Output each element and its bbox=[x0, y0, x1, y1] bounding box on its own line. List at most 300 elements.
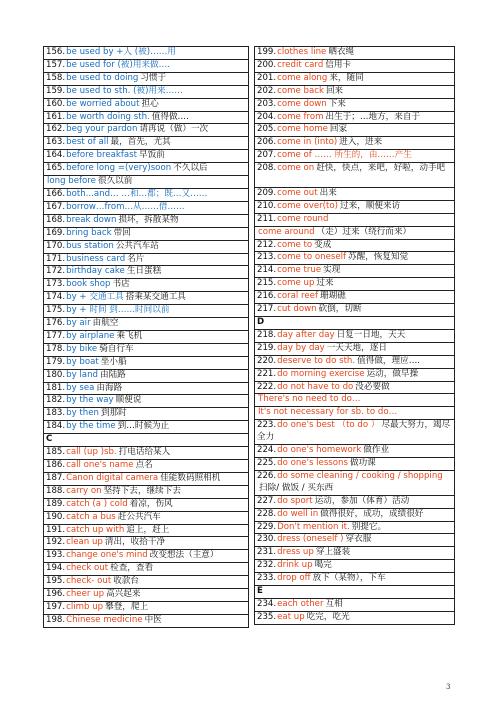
english-phrase: by the way bbox=[66, 395, 114, 406]
chinese-meaning: 佳能数码照相机 bbox=[160, 472, 221, 483]
chinese-meaning: （走）过来（绕行而来） bbox=[316, 226, 412, 237]
english-phrase: do sport bbox=[277, 495, 313, 506]
chinese-meaning: 打电话给某人 bbox=[118, 447, 171, 458]
entry-number: 156. bbox=[46, 47, 66, 57]
entry-number: 165. bbox=[46, 163, 66, 174]
chinese-meaning: 喝完 bbox=[314, 560, 332, 571]
english-phrase: Don't mention it. bbox=[277, 521, 350, 532]
vocab-row bbox=[44, 421, 249, 434]
chinese-meaning: 实现 bbox=[323, 265, 341, 276]
vocab-cell bbox=[255, 342, 455, 355]
chinese-meaning: 早饭前 bbox=[139, 150, 165, 161]
vocab-cell bbox=[44, 240, 249, 253]
vocab-row bbox=[44, 318, 249, 331]
chinese-meaning: 公共汽车站 bbox=[115, 240, 159, 251]
english-phrase: be used for (被)用来做…. bbox=[66, 59, 170, 70]
vocab-row bbox=[255, 98, 455, 111]
vocab-cell bbox=[44, 98, 249, 111]
vocab-row bbox=[44, 85, 249, 98]
vocab-row bbox=[44, 124, 249, 137]
entry-number: 206. bbox=[257, 137, 277, 148]
chinese-meaning: 请再说（做）一次 bbox=[139, 124, 209, 135]
vocab-row bbox=[44, 59, 249, 72]
vocab-row bbox=[44, 47, 249, 60]
english-phrase: carry on bbox=[66, 485, 102, 496]
english-phrase: be used by +人 (被)……用 bbox=[66, 47, 176, 57]
vocab-cell bbox=[44, 472, 249, 485]
entry-number: 174. bbox=[46, 292, 66, 303]
vocab-row bbox=[255, 420, 455, 445]
entry-number: 233. bbox=[257, 573, 277, 584]
chinese-meaning: 运动，参加（体育）活动 bbox=[314, 495, 410, 506]
entry-number: 209. bbox=[257, 187, 277, 198]
chinese-meaning: 赶快，快点，来吧，好啦，动手吧 bbox=[316, 163, 446, 174]
english-phrase: come along bbox=[277, 72, 328, 83]
english-phrase: best of all bbox=[66, 137, 109, 148]
vocab-cell bbox=[44, 589, 249, 602]
vocab-cell bbox=[255, 573, 455, 586]
chinese-meaning: 值得做…. bbox=[151, 111, 189, 122]
vocab-cell bbox=[255, 239, 455, 252]
chinese-meaning: 攀登，爬上 bbox=[105, 601, 149, 612]
chinese-meaning: 出来 bbox=[319, 187, 337, 198]
entry-number: 176. bbox=[46, 318, 66, 329]
vocab-row bbox=[255, 137, 455, 150]
entry-number: 212. bbox=[257, 239, 277, 250]
english-phrase: change one's mind bbox=[66, 550, 148, 561]
vocab-cell bbox=[44, 356, 249, 369]
chinese-meaning: 砍倒，切断 bbox=[318, 304, 362, 315]
chinese-meaning: 生日蛋糕 bbox=[126, 266, 162, 277]
vocab-table-left bbox=[43, 46, 249, 628]
chinese-meaning: 来，随同 bbox=[329, 72, 364, 83]
english-phrase: eat up bbox=[277, 611, 305, 622]
vocab-cell bbox=[255, 547, 455, 560]
chinese-meaning: 担心 bbox=[141, 98, 159, 109]
vocab-cell bbox=[255, 381, 455, 394]
vocab-cell bbox=[255, 137, 455, 150]
english-phrase: cut down bbox=[277, 304, 317, 315]
chinese-meaning: 互相 bbox=[325, 598, 343, 609]
vocab-row bbox=[255, 213, 455, 226]
english-phrase: cheer up bbox=[66, 589, 105, 600]
vocab-row bbox=[255, 573, 455, 586]
vocab-row bbox=[255, 265, 455, 278]
english-phrase: each other bbox=[277, 598, 324, 609]
chinese-meaning: 珊瑚礁 bbox=[320, 291, 346, 302]
english-phrase: beg your pardon bbox=[66, 124, 138, 135]
entry-number: 177. bbox=[46, 330, 66, 341]
entry-number: 189. bbox=[46, 498, 66, 509]
english-phrase: be worried about bbox=[66, 98, 140, 109]
vocab-cell bbox=[44, 111, 249, 124]
entry-number: 166. bbox=[46, 188, 66, 199]
vocab-cell bbox=[44, 395, 249, 408]
english-phrase: do some cleaning / cooking / shopping bbox=[277, 470, 443, 481]
vocab-cell bbox=[44, 382, 249, 395]
vocab-row bbox=[255, 226, 455, 239]
chinese-meaning: 回家 bbox=[329, 124, 348, 135]
english-phrase: come round bbox=[277, 213, 329, 224]
vocab-cell bbox=[255, 534, 455, 547]
chinese-meaning: 很久以前 bbox=[97, 176, 133, 187]
vocab-row bbox=[255, 445, 455, 458]
vocab-row bbox=[44, 395, 249, 408]
entry-number: 234. bbox=[257, 598, 277, 609]
vocab-cell bbox=[255, 278, 455, 291]
vocab-cell bbox=[255, 495, 455, 508]
chinese-meaning: 收款台 bbox=[113, 576, 140, 587]
vocab-row bbox=[44, 356, 249, 369]
entry-number: 207. bbox=[257, 150, 277, 161]
entry-number: 219. bbox=[257, 342, 277, 353]
vocab-row bbox=[44, 537, 249, 550]
vocab-row bbox=[44, 485, 249, 498]
vocab-row bbox=[44, 614, 249, 627]
chinese-meaning: 带回 bbox=[113, 227, 131, 238]
english-phrase: by airplane bbox=[66, 330, 115, 341]
chinese-meaning: 到…时候为止 bbox=[117, 421, 170, 432]
vocab-cell bbox=[44, 550, 249, 563]
english-phrase: by + 交通工具 bbox=[66, 292, 124, 303]
vocab-row bbox=[44, 498, 249, 511]
vocab-row bbox=[255, 394, 455, 407]
vocab-row bbox=[255, 368, 455, 381]
vocab-row bbox=[255, 239, 455, 252]
entry-number: 185. bbox=[46, 447, 66, 458]
vocab-cell bbox=[255, 163, 455, 188]
entry-number: 213. bbox=[257, 252, 277, 263]
vocab-cell bbox=[255, 85, 455, 98]
english-phrase: come true bbox=[277, 265, 322, 276]
vocab-cell bbox=[44, 434, 249, 447]
vocab-cell bbox=[44, 511, 249, 524]
entry-number: 200. bbox=[257, 59, 277, 70]
vocab-row bbox=[44, 176, 249, 189]
vocab-cell bbox=[44, 201, 249, 214]
vocab-row bbox=[44, 460, 249, 473]
vocab-cell bbox=[255, 445, 455, 458]
vocab-cell bbox=[255, 420, 455, 445]
chinese-meaning: 出生于；…地方，来自于 bbox=[325, 111, 421, 122]
vocab-row bbox=[255, 278, 455, 291]
english-phrase: It's not necessary for sb. to do… bbox=[258, 407, 398, 418]
vocab-row bbox=[255, 381, 455, 394]
chinese-meaning: 做功课 bbox=[349, 457, 376, 468]
chinese-meaning: 习惯于 bbox=[140, 72, 167, 83]
english-phrase: come back bbox=[277, 85, 324, 96]
chinese-meaning: 一天天地，逐日 bbox=[326, 342, 387, 353]
vocab-cell bbox=[44, 292, 249, 305]
vocab-cell bbox=[255, 187, 455, 200]
vocab-cell bbox=[44, 485, 249, 498]
vocab-cell bbox=[255, 291, 455, 304]
vocab-row bbox=[44, 72, 249, 85]
section-letter: C bbox=[46, 434, 53, 445]
entry-number: 227. bbox=[257, 495, 277, 506]
vocab-row bbox=[44, 589, 249, 602]
english-phrase: before breakfast bbox=[66, 150, 137, 161]
vocab-row bbox=[44, 472, 249, 485]
vocab-cell bbox=[44, 343, 249, 356]
english-phrase: be used to doing bbox=[66, 72, 139, 83]
vocab-cell bbox=[255, 226, 455, 239]
vocab-row bbox=[44, 343, 249, 356]
english-phrase: dress (oneself ) bbox=[277, 534, 344, 545]
vocab-cell bbox=[255, 98, 455, 111]
english-phrase: by bike bbox=[66, 343, 98, 354]
vocab-cell bbox=[255, 111, 455, 124]
entry-number: 232. bbox=[257, 560, 277, 571]
vocab-cell bbox=[44, 85, 249, 98]
chinese-meaning: 尽最大努力，竭尽全力 bbox=[257, 420, 451, 443]
vocab-cell bbox=[255, 304, 455, 317]
english-phrase: come to bbox=[277, 239, 313, 250]
vocab-cell bbox=[255, 521, 455, 534]
english-phrase: day by day bbox=[277, 342, 325, 353]
vocab-row bbox=[255, 200, 455, 213]
vocab-row bbox=[44, 227, 249, 240]
vocab-cell bbox=[44, 460, 249, 473]
vocab-row bbox=[44, 240, 249, 253]
english-phrase: by sea bbox=[66, 382, 95, 393]
chinese-meaning: 过来，顺便来访 bbox=[340, 200, 401, 211]
chinese-meaning: 变成 bbox=[314, 239, 332, 250]
entry-number: 158. bbox=[46, 72, 66, 83]
vocab-cell bbox=[44, 447, 249, 460]
entry-number: 175. bbox=[46, 305, 66, 316]
vocab-row bbox=[44, 201, 249, 214]
english-phrase: call (up )sb. bbox=[66, 447, 117, 458]
vocab-cell bbox=[255, 47, 455, 60]
entry-number: 188. bbox=[46, 485, 66, 496]
vocab-row bbox=[44, 98, 249, 111]
vocab-row bbox=[44, 601, 249, 614]
chinese-meaning: 中医 bbox=[144, 614, 162, 625]
english-phrase: business card bbox=[66, 253, 126, 264]
entry-number: 170. bbox=[46, 240, 66, 251]
vocab-row bbox=[255, 495, 455, 508]
english-phrase: borrow…from…从……借…… bbox=[66, 201, 185, 212]
chinese-meaning: 吃完，吃光 bbox=[306, 611, 350, 622]
vocab-row bbox=[255, 598, 455, 611]
vocab-row bbox=[255, 508, 455, 521]
chinese-meaning: 放下（某物），下车 bbox=[312, 573, 386, 584]
entry-number: 179. bbox=[46, 356, 66, 367]
chinese-meaning: 穿衣服 bbox=[345, 534, 372, 545]
vocab-row bbox=[255, 72, 455, 85]
vocab-row bbox=[44, 550, 249, 563]
vocab-cell bbox=[255, 457, 455, 470]
english-phrase: climb up bbox=[66, 601, 104, 612]
entry-number: 205. bbox=[257, 124, 277, 135]
vocab-row bbox=[44, 382, 249, 395]
vocab-row bbox=[44, 111, 249, 124]
english-phrase: clothes line bbox=[277, 47, 327, 57]
vocab-cell bbox=[255, 124, 455, 137]
entry-number: 173. bbox=[46, 279, 66, 290]
vocab-row bbox=[255, 329, 455, 342]
vocab-row bbox=[44, 214, 249, 227]
entry-number: 215. bbox=[257, 278, 277, 289]
english-phrase: come over(to) bbox=[277, 200, 339, 211]
vocab-row bbox=[255, 470, 455, 495]
vocab-cell bbox=[44, 601, 249, 614]
vocab-row bbox=[255, 407, 455, 420]
entry-number: 195. bbox=[46, 576, 66, 587]
entry-number: 225. bbox=[257, 457, 277, 468]
english-phrase: by boat bbox=[66, 356, 99, 367]
english-phrase: by land bbox=[66, 369, 98, 380]
entry-number: 180. bbox=[46, 369, 66, 380]
english-phrase: come of …… 所生的，由……产生 bbox=[277, 150, 412, 161]
english-phrase: by the time bbox=[66, 421, 116, 432]
english-phrase: by then bbox=[66, 408, 99, 419]
entry-number: 164. bbox=[46, 150, 66, 161]
entry-number: 201. bbox=[257, 72, 277, 83]
vocab-row bbox=[44, 369, 249, 382]
vocab-cell bbox=[255, 213, 455, 226]
vocab-row bbox=[44, 279, 249, 292]
entry-number: 187. bbox=[46, 472, 66, 483]
vocab-cell bbox=[255, 200, 455, 213]
chinese-meaning: 晒衣绳 bbox=[328, 47, 355, 57]
chinese-meaning: 赶公共汽车 bbox=[117, 511, 161, 522]
vocab-row bbox=[255, 355, 455, 368]
english-phrase: be worth doing sth. bbox=[66, 111, 150, 122]
vocab-row bbox=[44, 137, 249, 150]
english-phrase: coral reef bbox=[277, 291, 318, 302]
vocab-row bbox=[255, 150, 455, 163]
entry-number: 211. bbox=[257, 213, 277, 224]
chinese-meaning: 点名 bbox=[135, 460, 153, 470]
chinese-meaning: 做作业 bbox=[363, 445, 390, 456]
entry-number: 183. bbox=[46, 408, 66, 419]
chinese-meaning: 过来 bbox=[316, 278, 334, 289]
english-phrase: call one's name bbox=[66, 460, 134, 470]
vocab-row bbox=[255, 85, 455, 98]
english-phrase: drop off bbox=[277, 573, 311, 584]
vocab-cell bbox=[255, 611, 455, 624]
english-phrase: book shop bbox=[66, 279, 111, 290]
entry-number: 161. bbox=[46, 111, 66, 122]
vocab-cell bbox=[44, 150, 249, 163]
vocab-cell bbox=[255, 329, 455, 342]
vocab-row bbox=[255, 124, 455, 137]
english-phrase: bring back bbox=[66, 227, 112, 238]
chinese-meaning: 乘飞机 bbox=[116, 330, 143, 341]
vocab-cell bbox=[255, 59, 455, 72]
vocab-row bbox=[255, 47, 455, 60]
entry-number: 163. bbox=[46, 137, 66, 148]
vocab-row bbox=[255, 611, 455, 624]
english-phrase: birthday cake bbox=[66, 266, 125, 277]
chinese-meaning: 日复一日地，天天 bbox=[336, 329, 406, 340]
english-phrase: long before bbox=[47, 176, 96, 187]
english-phrase: There's no need to do… bbox=[258, 394, 361, 405]
entry-number: 230. bbox=[257, 534, 277, 545]
english-phrase: come out bbox=[277, 187, 318, 198]
chinese-meaning: 别提它。 bbox=[351, 521, 387, 532]
chinese-meaning: 坚持下去，继续下去 bbox=[103, 485, 181, 496]
chinese-meaning: 做得很好，成功，成绩很好 bbox=[320, 508, 424, 519]
vocab-row bbox=[255, 59, 455, 72]
english-phrase: do one's lessons bbox=[277, 457, 348, 468]
english-phrase: catch a bus bbox=[66, 511, 116, 522]
english-phrase: be used to sth. (被)用来…… bbox=[66, 85, 183, 96]
entry-number: 181. bbox=[46, 382, 66, 393]
entry-number: 214. bbox=[257, 265, 277, 276]
entry-number: 192. bbox=[46, 537, 66, 548]
chinese-meaning: 着凉，伤风 bbox=[129, 498, 173, 509]
vocab-cell bbox=[44, 163, 249, 176]
entry-number: 172. bbox=[46, 266, 66, 277]
vocab-cell bbox=[255, 407, 455, 420]
vocab-cell bbox=[44, 176, 249, 189]
entry-number: 231. bbox=[257, 547, 277, 558]
vocab-cell bbox=[255, 150, 455, 163]
vocab-cell bbox=[44, 614, 249, 627]
vocab-row bbox=[44, 434, 249, 447]
entry-number: 184. bbox=[46, 421, 66, 432]
english-phrase: catch up with bbox=[66, 524, 125, 535]
page-number: 3 bbox=[446, 683, 451, 691]
vocab-cell bbox=[44, 47, 249, 60]
entry-number: 194. bbox=[46, 563, 66, 574]
entry-number: 159. bbox=[46, 85, 66, 96]
vocab-row bbox=[44, 188, 249, 201]
chinese-meaning: 最，首先，尤其 bbox=[110, 137, 171, 148]
entry-number: 197. bbox=[46, 601, 66, 612]
entry-number: 217. bbox=[257, 304, 277, 315]
entry-number: 224. bbox=[257, 445, 277, 456]
vocab-cell bbox=[44, 498, 249, 511]
english-phrase: day after day bbox=[277, 329, 335, 340]
vocab-row bbox=[44, 253, 249, 266]
vocab-cell bbox=[255, 470, 455, 495]
chinese-meaning: 苏醒，恢复知觉 bbox=[348, 252, 409, 263]
entry-number: 229. bbox=[257, 521, 277, 532]
vocab-cell bbox=[44, 253, 249, 266]
chinese-meaning: 清出，收拾干净 bbox=[104, 537, 166, 548]
chinese-meaning: 扫除/ 做饭 / 买东西 bbox=[259, 482, 334, 493]
vocab-row bbox=[44, 511, 249, 524]
english-phrase: by air bbox=[66, 318, 91, 329]
chinese-meaning: 由陆路 bbox=[99, 369, 126, 380]
english-phrase: do one's homework bbox=[277, 445, 362, 456]
entry-number: 169. bbox=[46, 227, 66, 238]
vocab-row bbox=[255, 317, 455, 330]
entry-number: 228. bbox=[257, 508, 277, 519]
vocab-row bbox=[44, 305, 249, 318]
entry-number: 223. bbox=[257, 420, 277, 431]
chinese-meaning: 名片 bbox=[127, 253, 145, 264]
vocab-cell bbox=[44, 279, 249, 292]
vocab-row bbox=[255, 586, 455, 599]
entry-number: 235. bbox=[257, 611, 277, 622]
entry-number: 160. bbox=[46, 98, 66, 109]
vocab-cell bbox=[44, 305, 249, 318]
chinese-meaning: 信用卡 bbox=[325, 59, 352, 70]
vocab-row bbox=[44, 447, 249, 460]
english-phrase: come on bbox=[277, 163, 315, 174]
english-phrase: come in (into) bbox=[277, 137, 338, 148]
chinese-meaning: 下来 bbox=[328, 98, 346, 109]
english-phrase: do not have to do bbox=[277, 381, 354, 392]
english-phrase: break down bbox=[66, 214, 117, 225]
vocab-cell bbox=[255, 265, 455, 278]
english-phrase: check out bbox=[66, 563, 109, 574]
